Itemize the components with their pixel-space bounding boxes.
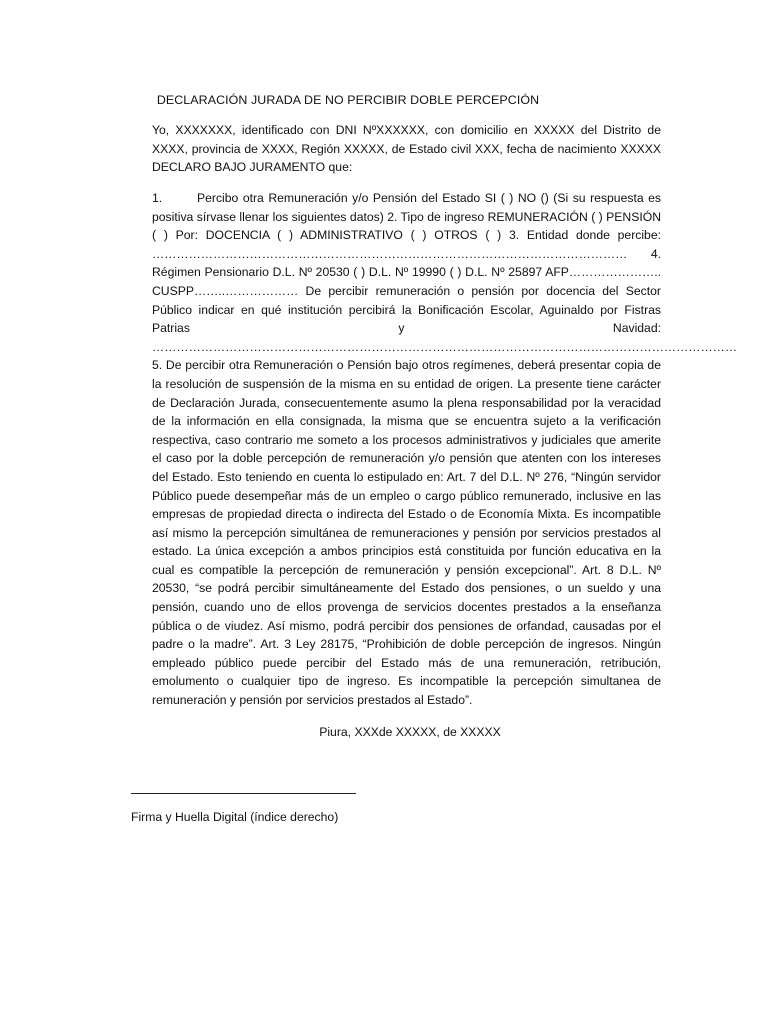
declaration-text: Percibo otra Remuneración y/o Pensión del Estado SI ( ) NO () (Si su respuesta es positiva sírvase llenar los siguientes datos) 2. Tipo de ingreso REMUNERACIÓN ( ) PENSIÓN ( ) Por: DOCENCIA ( ) ADMINISTRATIVO ( ) OTROS ( ) 3. Entidad donde percibe: ……………………………………………………………………………………………………… 4. Régimen Pensionario D.L. Nº 20530 ( ) D.L. Nº 19990 ( ) D.L. Nº 25897 AFP………………….. CUSPP……..……………… De percibir remuneración o pensión por docencia del Sector Público indicar en qué institución percibirá la Bonificación Escolar, Aguinaldo por Fistras Patrias y Navidad: ……………………………………………………………………………………………………………………………… 5. De percibir otra Remuneración o Pensión bajo otros regímenes, deberá presentar copia de la resolución de suspensión de la misma en su entidad de origen. La presente tiene carácter de Declaración Jurada, consecuentemente asumo la plena responsabilidad por la veracidad de la información en ella consignada, la misma que se encuentra sujeto a la verificación respectiva, caso contrario me someto a los procesos administrativos y judiciales que amerite el caso por la doble percepción de remuneración y/o pensión que atenten con los intereses del Estado. Esto teniendo en cuenta lo estipulado en: Art. 7 del D.L. Nº 276, “Ningún servidor Público puede desempeñar más de un empleo o cargo público remunerado, inclusive en las empresas de propiedad directa o indirecta del Estado o de Economía Mixta. Es incompatible así mismo la percepción simultánea de remuneraciones y pensión por servicios prestados al estado. La única excepción a ambos principios está constituida por función educativa en la cual es compatible la percepción de remuneración y pensión excepcional”. Art. 8 D.L. Nº 20530, “se podrá percibir simultáneamente del Estado dos pensiones, o un sueldo y una pensión, cuando uno de ellos provenga de servicios docentes prestados a la enseñanza pública o de viudez. Así mismo, podrá percibir dos pensiones de orfandad, causadas por el padre o la madre”. Art. 3 Ley 28175, “Prohibición de doble percepción de ingresos. Ningún empleado público puede percibir del Estado más de una remuneración, retribución, emolumento o cualquier tipo de ingreso. Es incompatible la percepción simultanea de remuneración y pensión por servicios prestados al Estado”. (152, 191, 737, 708)
place-date: Piura, XXXde XXXXX, de XXXXX (319, 725, 501, 739)
declaration-body (152, 189, 737, 710)
item-number: 1. (152, 191, 163, 205)
signature-line (131, 793, 356, 794)
document-title: DECLARACIÓN JURADA DE NO PERCIBIR DOBLE PERCEPCIÓN (156, 93, 540, 107)
intro-paragraph: Yo, XXXXXXX, identificado con DNI NºXXXXXX, con domicilio en XXXXX del Distrito de XXXX, provincia de XXXX, Región XXXXX, de Estado civil XXX, fecha de nacimiento XXXXX DECLARO BAJO JURAMENTO que: (152, 123, 661, 175)
signature-label: Firma y Huella Digital (índice derecho) (131, 810, 339, 824)
